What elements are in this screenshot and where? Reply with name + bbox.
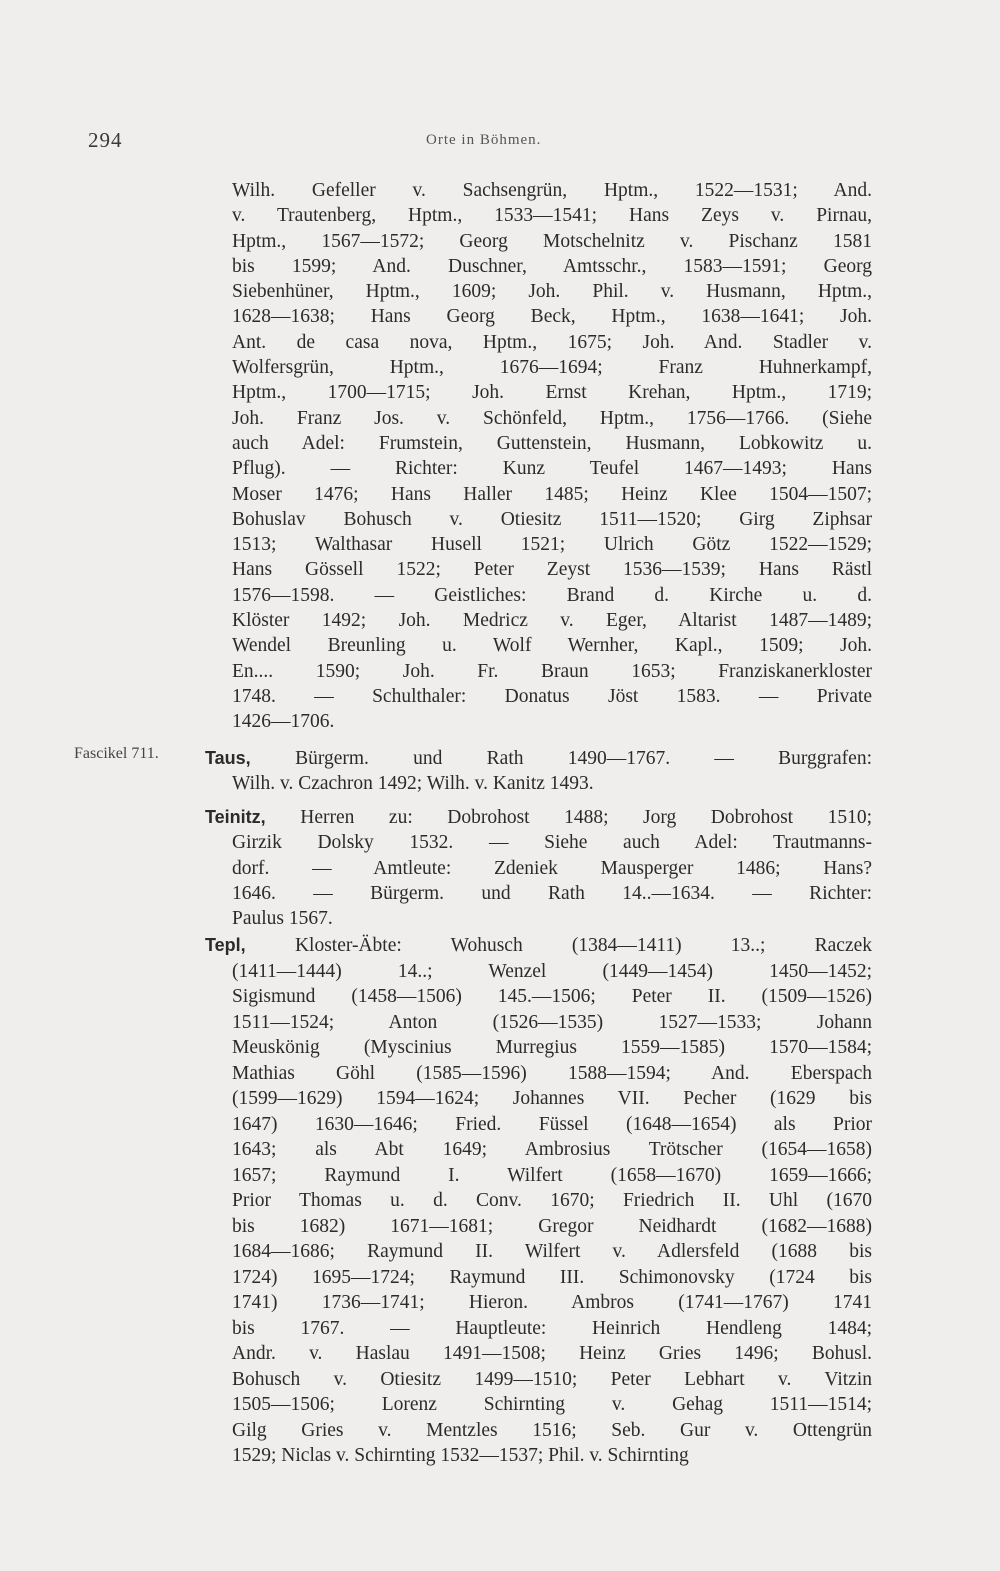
text-line: [205, 746, 872, 771]
page-number: 294: [88, 128, 123, 152]
text-line: Hptm., 1567—1572; Georg Motschelnitz v. Pischanz 1581: [232, 230, 872, 252]
entry-first-line: Kloster-Äbte: Wohusch (1384—1411) 13..; Raczek: [294, 935, 873, 956]
text-line: Wolfersgrün, Hptm., 1676—1694; Franz Huhnerkampf,: [232, 357, 872, 379]
text-line: v. Trautenberg, Hptm., 1533—1541; Hans Zeys v. Pirnau,: [232, 205, 872, 227]
text-line: Pflug). — Richter: Kunz Teufel 1467—1493; Hans: [232, 458, 872, 480]
text-line: En.... 1590; Joh. Fr. Braun 1653; Franziskanerkloster: [232, 660, 872, 682]
text-line: 1748. — Schulthaler: Donatus Jöst 1583. — Private: [232, 685, 872, 707]
text-line: 1724) 1695—1724; Raymund III. Schimonovsky (1724 bis: [232, 1266, 872, 1288]
text-line: 1426—1706.: [232, 711, 335, 733]
text-line: Ant. de casa nova, Hptm., 1675; Joh. And. Stadler v.: [232, 331, 872, 353]
text-line: Moser 1476; Hans Haller 1485; Heinz Klee 1504—1507;: [232, 483, 872, 505]
entry-first-line: Herren zu: Dobrohost 1488; Jorg Dobrohost 1510;: [300, 807, 872, 828]
text-line: Andr. v. Haslau 1491—1508; Heinz Gries 1496; Bohusl.: [232, 1343, 872, 1364]
entry-heading: Taus,: [205, 748, 296, 768]
entry-heading: Teinitz,: [205, 807, 301, 827]
fascicle-label: Fascikel 711.: [74, 745, 159, 762]
running-title: Orte in Böhmen.: [426, 132, 542, 148]
text-line: (1599—1629) 1594—1624; Johannes VII. Pecher (1629 bis: [232, 1088, 872, 1109]
text-line: 1741) 1736—1741; Hieron. Ambros (1741—1767) 1741: [232, 1292, 872, 1313]
text-line: Joh. Franz Jos. v. Schönfeld, Hptm., 1756—1766. (Siehe: [232, 407, 872, 429]
text-line: Bohusch v. Otiesitz 1499—1510; Peter Lebhart v. Vitzin: [232, 1368, 872, 1390]
text-line: auch Adel: Frumstein, Guttenstein, Husmann, Lobkowitz u.: [232, 432, 872, 454]
text-line: dorf. — Amtleute: Zdeniek Mausperger 1486; Hans?: [232, 857, 872, 879]
text-line: Paulus 1567.: [232, 908, 333, 930]
text-line: Wilh. v. Czachron 1492; Wilh. v. Kanitz 1493.: [232, 773, 594, 795]
entry-continued-text: [232, 178, 872, 735]
text-line: 1576—1598. — Geistliches: Brand d. Kirche u. d.: [232, 584, 872, 606]
text-line: [205, 933, 872, 959]
text-line: Wilh. Gefeller v. Sachsengrün, Hptm., 1522—1531; And.: [232, 180, 872, 201]
text-line: Hptm., 1700—1715; Joh. Ernst Krehan, Hptm., 1719;: [232, 382, 872, 404]
text-line: Mathias Göhl (1585—1596) 1588—1594; And. Eberspach: [232, 1062, 872, 1084]
text-line: 1646. — Bürgerm. und Rath 14..—1634. — Richter:: [232, 882, 872, 904]
text-line: Klöster 1492; Joh. Medricz v. Eger, Altarist 1487—1489;: [232, 610, 872, 632]
text-line: Hans Gössell 1522; Peter Zeyst 1536—1539; Hans Rästl: [232, 559, 872, 581]
text-line: 1657; Raymund I. Wilfert (1658—1670) 1659—1666;: [232, 1164, 872, 1186]
entry-heading: Tepl,: [205, 935, 295, 955]
text-line: 1513; Walthasar Husell 1521; Ulrich Götz 1522—1529;: [232, 534, 872, 556]
entry-tepl: [205, 933, 872, 1469]
text-line: bis 1599; And. Duschner, Amtsschr., 1583—1591; Georg: [232, 255, 872, 277]
text-line: 1647) 1630—1646; Fried. Füssel (1648—1654) als Prior: [232, 1113, 872, 1135]
text-line: 1505—1506; Lorenz Schirnting v. Gehag 1511—1514;: [232, 1394, 872, 1415]
text-line: bis 1767. — Hauptleute: Heinrich Hendleng 1484;: [232, 1317, 872, 1339]
entry-teinitz: [205, 805, 872, 931]
text-line: Meuskönig (Myscinius Murregius 1559—1585) 1570—1584;: [232, 1037, 872, 1058]
text-line: [205, 805, 872, 830]
text-line: 1643; als Abt 1649; Ambrosius Trötscher (1654—1658): [232, 1139, 872, 1160]
text-line: Bohuslav Bohusch v. Otiesitz 1511—1520; Girg Ziphsar: [232, 508, 872, 530]
text-line: Prior Thomas u. d. Conv. 1670; Friedrich II. Uhl (1670: [232, 1190, 872, 1211]
text-line: 1529; Niclas v. Schirnting 1532—1537; Phil. v. Schirnting: [232, 1445, 689, 1466]
text-line: 1628—1638; Hans Georg Beck, Hptm., 1638—1641; Joh.: [232, 306, 872, 328]
text-line: 1511—1524; Anton (1526—1535) 1527—1533; Johann: [232, 1011, 872, 1033]
text-line: (1411—1444) 14..; Wenzel (1449—1454) 1450—1452;: [232, 960, 872, 982]
text-line: Wendel Breunling u. Wolf Wernher, Kapl., 1509; Joh.: [232, 635, 872, 657]
text-line: bis 1682) 1671—1681; Gregor Neidhardt (1682—1688): [232, 1215, 872, 1237]
text-line: Sigismund (1458—1506) 145.—1506; Peter II. (1509—1526): [232, 986, 872, 1007]
entry-first-line: Bürgerm. und Rath 1490—1767. — Burggrafen:: [295, 748, 872, 769]
text-line: 1684—1686; Raymund II. Wilfert v. Adlersfeld (1688 bis: [232, 1241, 872, 1262]
text-line: Gilg Gries v. Mentzles 1516; Seb. Gur v. Ottengrün: [232, 1419, 872, 1441]
text-line: Girzik Dolsky 1532. — Siehe auch Adel: Trautmanns-: [232, 832, 872, 854]
text-line: Siebenhüner, Hptm., 1609; Joh. Phil. v. Husmann, Hptm.,: [232, 281, 872, 303]
entry-taus: [205, 746, 872, 797]
